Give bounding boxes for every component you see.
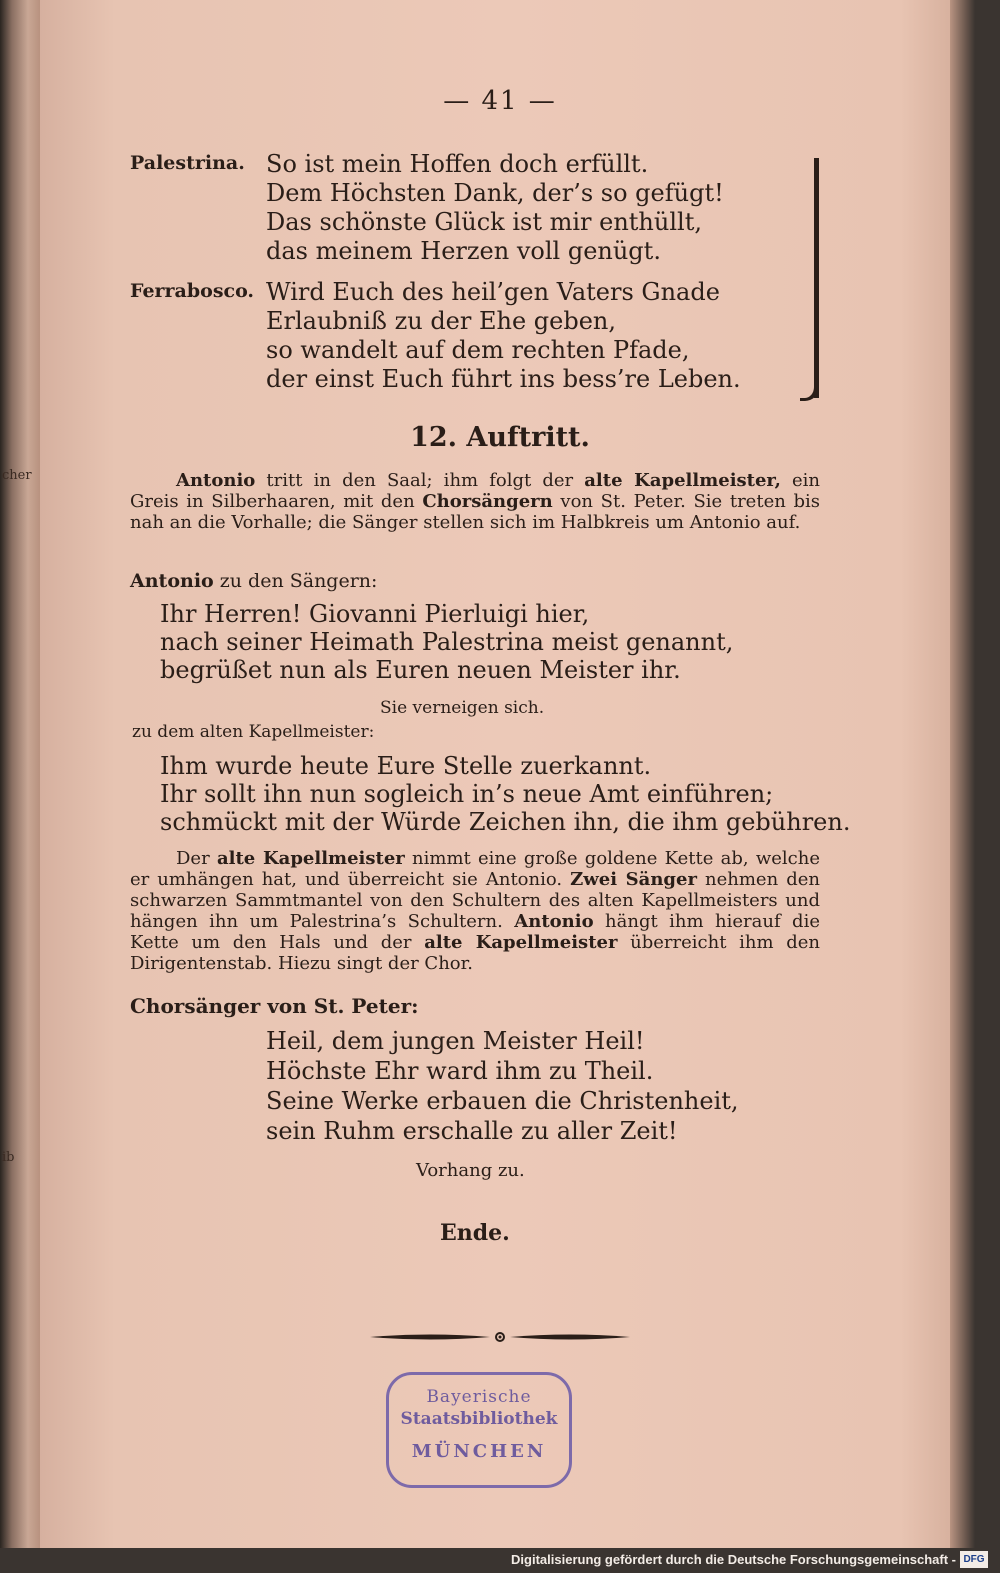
- stanza-palestrina: [266, 150, 724, 266]
- direction-to-kapellmeister: zu dem alten Kapellmeister:: [132, 722, 375, 742]
- stage-text: nehmen den schwarzen Sammtmantel von den Schultern des alten Kapellmeisters und hängen ihn um Palestrina’s Schultern.: [130, 869, 820, 932]
- cue-direction: zu den Sängern:: [213, 570, 378, 592]
- character-name: alte Kapellmeister: [424, 932, 618, 953]
- character-name: alte Kapellmeister,: [584, 470, 781, 491]
- page-edge-shadow: [950, 0, 975, 1573]
- speaker-antonio: Antonio: [130, 570, 214, 592]
- verse-bracket: [804, 158, 819, 398]
- stage-text: tritt in den Saal; ihm folgt der: [255, 470, 585, 491]
- footer-credit: Digitalisierung gefördert durch die Deutsche Forschungsgemeinschaft -: [511, 1552, 956, 1567]
- cue-antonio: [130, 570, 377, 592]
- character-name: alte Kapellmeister: [216, 848, 405, 869]
- stage-text: überreicht ihm den Dirigentenstab. Hiezu singt der Chor.: [130, 932, 820, 974]
- verse-line: Höchste Ehr ward ihm zu Theil.: [266, 1057, 654, 1085]
- speech-line: begrüßet nun als Euren neuen Meister ihr.: [160, 656, 681, 684]
- book-page: [40, 0, 975, 1573]
- speaker-palestrina: Palestrina.: [130, 152, 245, 174]
- verse-line: Seine Werke erbauen die Christenheit,: [266, 1087, 739, 1115]
- character-name: Antonio: [176, 470, 256, 491]
- verse-line: der einst Euch führt ins bess’re Leben.: [266, 365, 741, 393]
- speech-line: nach seiner Heimath Palestrina meist genannt,: [160, 628, 734, 656]
- verse-line: Wird Euch des heil’gen Vaters Gnade: [266, 278, 720, 306]
- stamp-line-3: MÜNCHEN: [411, 1441, 547, 1462]
- speaker-chorus: Chorsänger von St. Peter:: [130, 994, 419, 1018]
- character-name: Antonio: [514, 911, 594, 932]
- end-mark: Ende.: [440, 1220, 510, 1246]
- speech-line: schmückt mit der Würde Zeichen ihn, die ihm gebühren.: [160, 808, 851, 836]
- curtain-direction: Vorhang zu.: [416, 1160, 525, 1181]
- speech-line: Ihr sollt ihn nun sogleich in’s neue Amt einführen;: [160, 780, 774, 808]
- verse-line: das meinem Herzen voll genügt.: [266, 237, 661, 265]
- stanza-ferrabosco: [266, 278, 741, 394]
- stage-text: von St. Peter. Sie treten bis nah an die Vorhalle; die Sänger stellen sich im Halbkreis um Antonio auf.: [130, 491, 820, 533]
- character-name: Chorsängern: [422, 491, 553, 512]
- dfg-logo-icon: DFG: [960, 1551, 988, 1568]
- verse-line: sein Ruhm erschalle zu aller Zeit!: [266, 1117, 678, 1145]
- stage-text: ein Greis in Silberhaaren, mit den: [130, 470, 821, 512]
- verse-line: Dem Höchsten Dank, der’s so gefügt!: [266, 179, 724, 207]
- gutter-mark-2: ib: [2, 1150, 15, 1165]
- stamp-line-1: Bayerische: [426, 1387, 532, 1407]
- speech-antonio-1: [160, 600, 733, 684]
- verse-line: Heil, dem jungen Meister Heil!: [266, 1027, 645, 1055]
- stamp-line-2: Staatsbibliothek: [400, 1409, 558, 1429]
- verse-line: Erlaubniß zu der Ehe geben,: [266, 307, 617, 335]
- speech-line: Ihm wurde heute Eure Stelle zuerkannt.: [160, 752, 652, 780]
- gutter-mark-1: cher: [2, 468, 32, 483]
- stage-text: hängt ihm hierauf die Kette um den Hals und der: [130, 911, 820, 953]
- stage-text: Der: [176, 848, 217, 869]
- scene-heading: 12. Auftritt.: [410, 422, 590, 453]
- library-stamp: [386, 1372, 572, 1488]
- ornament-divider: [370, 1330, 630, 1344]
- verse-line: so wandelt auf dem rechten Pfade,: [266, 336, 690, 364]
- speech-antonio-2: [160, 752, 850, 836]
- chorus-verse: [266, 1026, 739, 1146]
- book-gutter: [0, 0, 40, 1573]
- verse-line: Das schönste Glück ist mir enthüllt,: [266, 208, 702, 236]
- page-number: — 41 —: [443, 86, 557, 116]
- speaker-ferrabosco: Ferrabosco.: [130, 280, 255, 302]
- stage-text: nimmt eine große goldene Kette ab, welche er umhängen hat, und überreicht sie Antonio.: [130, 848, 820, 890]
- verse-line: So ist mein Hoffen doch erfüllt.: [266, 150, 649, 178]
- character-name: Zwei Sänger: [570, 869, 697, 890]
- speech-line: Ihr Herren! Giovanni Pierluigi hier,: [160, 600, 590, 628]
- stage-direction-2: [130, 848, 820, 974]
- direction-bow: Sie verneigen sich.: [380, 698, 545, 718]
- stage-direction-1: [130, 470, 820, 533]
